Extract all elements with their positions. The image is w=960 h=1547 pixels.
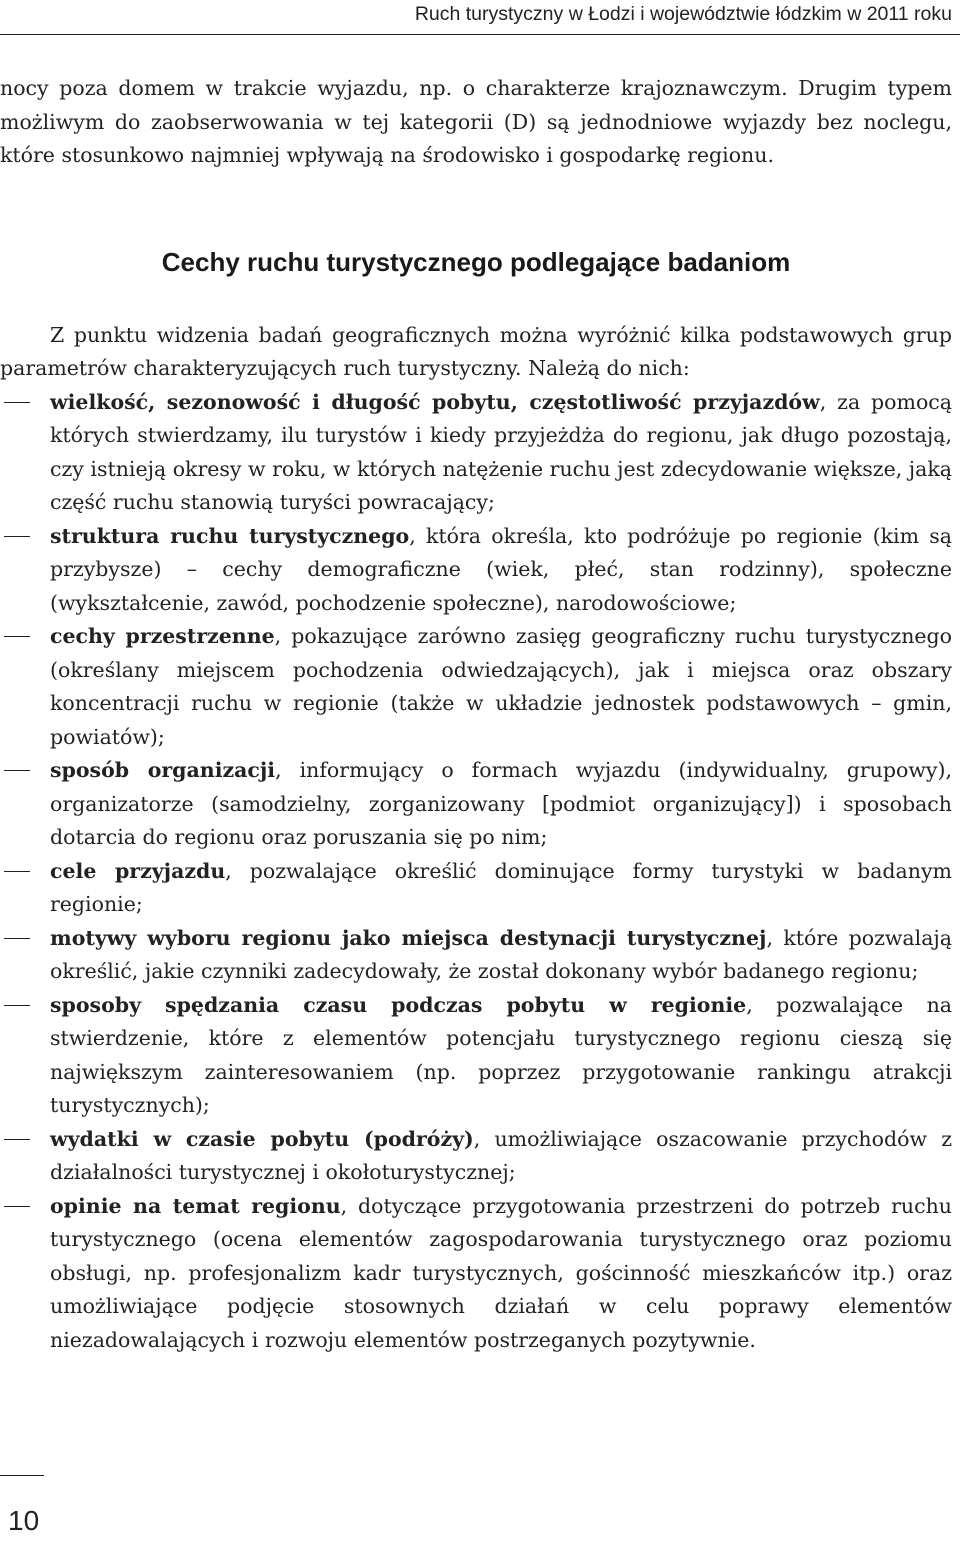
page-number: 10 (8, 1505, 40, 1536)
running-header (0, 0, 960, 35)
dash-bullet-icon (4, 871, 30, 872)
list-item-text: , pozwalające określić dominujące formy turystyki w badanym regionie; (50, 858, 952, 916)
section-lead-paragraph: Z punktu widzenia badań geograficznych można wyróżnić kilka podstawowych grup parametrów charakteryzujących ruch turystyczny. Należą do nich: (0, 322, 952, 380)
list-item (0, 922, 952, 989)
list-item-text: , za pomocą których stwierdzamy, ilu turystów i kiedy przyjeżdża do regionu, jak długo pozostają, czy istnieją okresy w roku, w których natężenie ruchu jest zdecydowanie większe, jaką część ruchu stanowią turyści powracający; (50, 389, 952, 514)
running-header-title: Ruch turystyczny w Łodzi i województwie łódzkim w 2011 roku (414, 3, 952, 25)
list-item-term: motywy wyboru regionu jako miejsca destynacji turystycznej (50, 925, 767, 950)
list-item-term: wielkość, sezonowość i długość pobytu, częstotliwość przyjazdów (50, 389, 820, 414)
list-item-text: , pozwalające na stwierdzenie, które z elementów potencjału turystycznego regionu cieszą się największym zainteresowaniem (np. poprzez przygotowanie rankingu atrakcji turystycznych); (50, 992, 952, 1117)
page-content (0, 72, 952, 1357)
list-item (0, 520, 952, 621)
list-item (0, 386, 952, 520)
list-item (0, 1190, 952, 1358)
dash-bullet-icon (4, 636, 30, 637)
list-item (0, 620, 952, 754)
list-item (0, 754, 952, 855)
dash-bullet-icon (4, 536, 30, 537)
list-item (0, 1123, 952, 1190)
list-item-term: opinie na temat regionu (50, 1193, 341, 1218)
list-item (0, 855, 952, 922)
footer-rule (0, 1475, 44, 1476)
section-heading: Cechy ruchu turystycznego podlegające badaniom (161, 246, 791, 277)
list-item-term: sposoby spędzania czasu podczas pobytu w regionie (50, 992, 747, 1017)
list-item-term: wydatki w czasie pobytu (podróży) (50, 1126, 474, 1151)
list-item-term: sposób organizacji (50, 758, 276, 782)
parameter-list (0, 386, 952, 1358)
dash-bullet-icon (4, 938, 30, 939)
dash-bullet-icon (4, 1206, 30, 1207)
list-item-term: cechy przestrzenne (50, 624, 275, 648)
list-item-text: , dotyczące przygotowania przestrzeni do potrzeb ruchu turystycznego (ocena elementów zagospodarowania turystycznego oraz poziomu obsługi, np. profesjonalizm kadr turystycznych, gościnność mieszkańców itp.) oraz umożliwiające podjęcie stosownych działań w celu poprawy elementów niezadowalających i rozwoju elementów postrzeganych pozytywnie. (50, 1193, 952, 1352)
dash-bullet-icon (4, 1139, 30, 1140)
list-item-term: cele przyjazdu (50, 858, 226, 883)
list-item-text: , umożliwiające oszacowanie przychodów z działalności turystycznej i okołoturystycznej; (50, 1126, 952, 1184)
list-item-text: , która określa, kto podróżuje po regionie (kim są przybysze) – cechy demograficzne (wiek, płeć, stan rodzinny), społeczne (wykształcenie, zawód, pochodzenie społeczne), narodowościowe; (50, 523, 953, 615)
list-item-term: struktura ruchu turystycznego (50, 523, 410, 548)
list-item-text: , pokazujące zarówno zasięg geograficzny ruchu turystycznego (określany miejscem pochodzenia odwiedzających), jak i miejsca oraz obszary koncentracji ruchu w regionie (także w układzie jednostek podstawowych – gmin, powiatów); (50, 624, 952, 749)
list-item-text: , które pozwalają określić, jakie czynniki zadecydowały, że został dokonany wybór badanego regionu; (50, 925, 953, 983)
dash-bullet-icon (4, 1005, 30, 1006)
dash-bullet-icon (4, 402, 30, 403)
dash-bullet-icon (4, 770, 30, 771)
list-item (0, 989, 952, 1123)
list-item-text: , informujący o formach wyjazdu (indywidualny, grupowy), organizatorze (samodzielny, zorganizowany [podmiot organizujący]) i sposobach dotarcia do regionu oraz poruszania się po nim; (50, 758, 952, 849)
intro-paragraph: nocy poza domem w trakcie wyjazdu, np. o charakterze krajoznawczym. Drugim typem możliwym do zaobserwowania w tej kategorii (D) są jednodniowe wyjazdy bez noclegu, które stosunkowo najmniej wpływają na środowisko i gospodarkę regionu. (0, 76, 952, 167)
